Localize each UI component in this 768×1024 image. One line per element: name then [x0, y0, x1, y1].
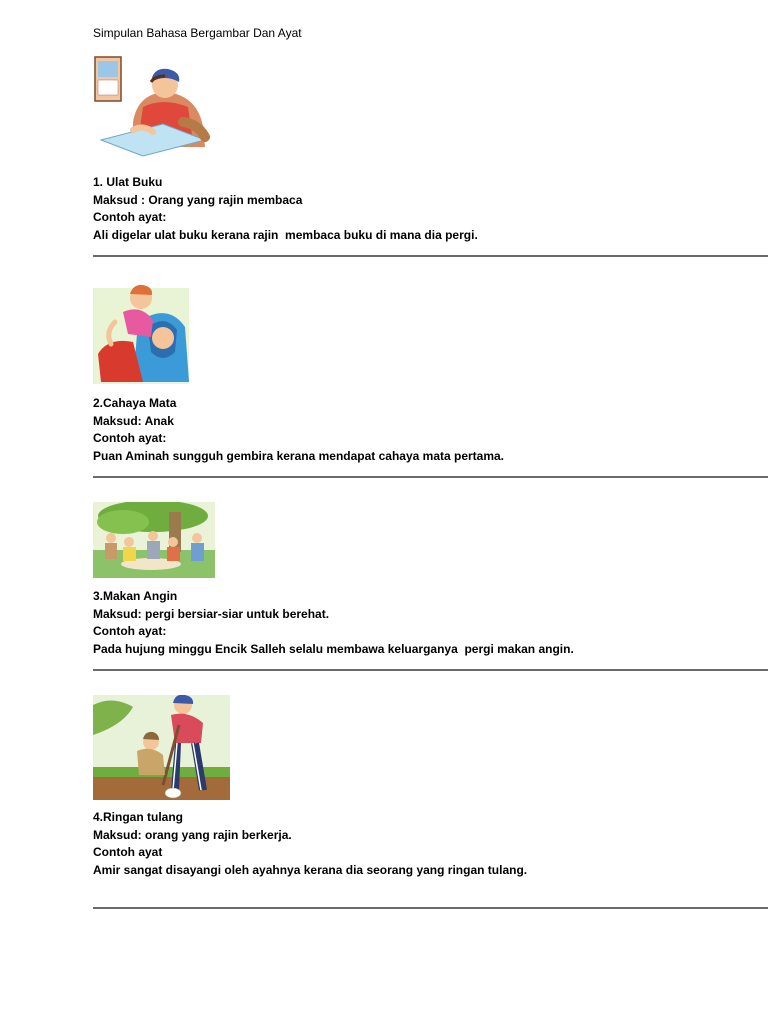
- entry-3-text: [93, 588, 753, 658]
- entry-4-example: Amir sangat disayangi oleh ayahnya kerana dia seorang yang ringan tulang.: [93, 862, 528, 877]
- entry-1-example-label: Contoh ayat:: [93, 210, 167, 225]
- entry-2-meaning: Maksud: Anak: [93, 413, 174, 428]
- entry-4-text: [93, 809, 753, 879]
- divider-3: [93, 669, 768, 671]
- entry-4-meaning: Maksud: orang yang rajin berkerja.: [93, 827, 292, 842]
- entry-2-heading: 2.Cahaya Mata: [93, 396, 177, 410]
- entry-3-example: Pada hujung minggu Encik Salleh selalu membawa keluarganya pergi makan angin.: [93, 641, 574, 656]
- entry-1-text: [93, 174, 753, 244]
- entry-3-example-label: Contoh ayat:: [93, 624, 167, 639]
- entry-2-text: [93, 395, 753, 465]
- mother-child-illustration: [93, 282, 189, 386]
- father-son-working-illustration: [93, 695, 230, 800]
- entry-2-example-label: Contoh ayat:: [93, 431, 167, 446]
- picnic-illustration: [93, 502, 215, 578]
- entry-1-example: Ali digelar ulat buku kerana rajin membaca buku di mana dia pergi.: [93, 227, 478, 242]
- entry-1-heading: 1. Ulat Buku: [93, 175, 163, 189]
- entry-1-meaning: Maksud : Orang yang rajin membaca: [93, 192, 303, 207]
- divider-2: [93, 476, 768, 478]
- page-title: Simpulan Bahasa Bergambar Dan Ayat: [93, 26, 302, 40]
- boy-reading-illustration: [93, 52, 215, 164]
- divider-1: [93, 255, 768, 257]
- entry-4-example-label: Contoh ayat: [93, 845, 163, 860]
- entry-3-meaning: Maksud: pergi bersiar-siar untuk berehat.: [93, 606, 330, 621]
- entry-2-example: Puan Aminah sungguh gembira kerana mendapat cahaya mata pertama.: [93, 448, 505, 463]
- entry-3-heading: 3.Makan Angin: [93, 589, 178, 603]
- entry-4-heading: 4.Ringan tulang: [93, 810, 183, 824]
- divider-4: [93, 907, 768, 909]
